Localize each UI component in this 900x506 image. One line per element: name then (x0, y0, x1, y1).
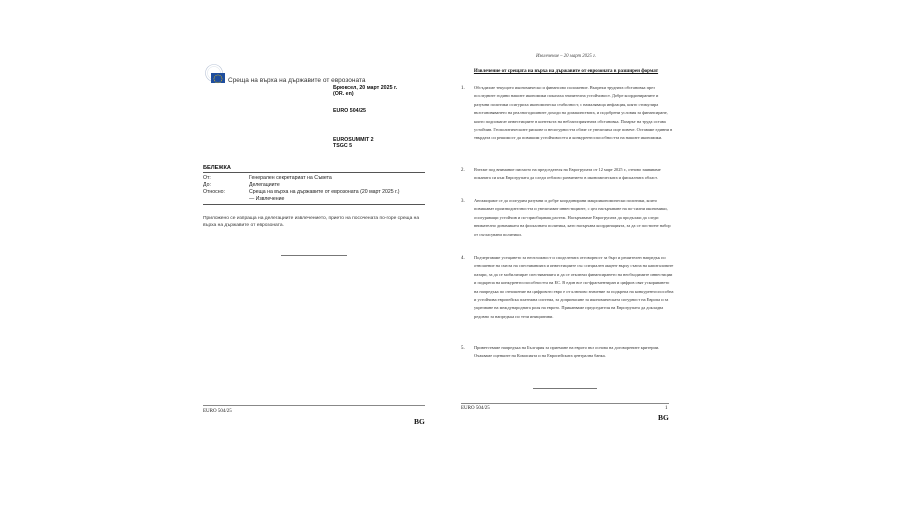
subject-value-cont: — Извлечение (249, 196, 285, 202)
eu-flag-logo (205, 64, 225, 84)
footer-rule-left (203, 405, 425, 406)
footer-code-right: EURO 504/25 (461, 406, 490, 411)
to-value: Делегациите (249, 182, 280, 188)
subject-label: Относно: (203, 189, 225, 195)
item-number: 5. (461, 346, 465, 351)
to-label: До: (203, 182, 211, 188)
footer-lang-right: BG (658, 413, 669, 422)
document-code-1: EUROSUMMIT 2 (333, 137, 374, 143)
from-label: От: (203, 175, 211, 181)
divider-bottom (203, 204, 425, 205)
language-codes: (OR. en) (333, 91, 354, 97)
intro-paragraph: Приложено се изпраща на делегациите извлечението, прието на посочената по-горе среща на върха на държавите от еврозоната. (203, 216, 420, 229)
end-rule-left (281, 255, 347, 256)
item-number: 3. (461, 199, 465, 204)
document-page-cover (190, 0, 440, 506)
item-number: 1. (461, 86, 465, 91)
statement-title: Извлечение от срещата на върха на държавите от еврозоната в разширен формат (473, 69, 659, 74)
item-text: Подчертаваме усещането за неотложност и споделената отговорност за бърз и решителен напредък по отношение на съюза на спестяванията и инвестициите със специален акцент върху съюза на капиталовите пазари, за да се мобилизират спестяванията и да се отключи финансирането на необходимите инвестиции и подкрепа на конкурентоспособността на ЕС. В един все по-фрагментиран и цифров свят ускоряването на напредъка по отношение на цифровото евро е от ключово значение за подкрепа на конкурентоспособна и устойчива европейска платежна система, за допринасяне за икономическата сигурност на Европа и за укрепване на международната роля на еврото. Приканваме председателя на Еврогрупата да докладва редовно за напредъка по тези инициативи. (474, 255, 674, 319)
organization-name: Среща на върха на държавите от еврозоната (228, 77, 366, 84)
item-number: 4. (461, 256, 465, 261)
item-text: Приветстваме напредъка на България за приемане на еврото въз основа на договорените критерии. Очакваме оценките на Комисията и на Европейската централна банка. (474, 345, 660, 359)
note-title: БЕЛЕЖКА (203, 165, 231, 171)
item-text: Обсъдихме текущото икономическо и финансово положение. Въпреки трудната обстановка през последните години нашите икономики показаха значителна устойчивост. Добре координираните и разумни политики осигуриха икономическа стабилност, с намаляваща инфлация, която стимулира възстановяването на реалногодишните доходи на домакинствата, и подобрени условия за финансиране, които подпомагат инвестициите в контекста на неблагоприятната обстановка. Пазарът на труда остава устойчив. Геополитическите рискове и несигурността обаче се увеличиха още повече. Оставаме единни в твърдата си решимост да повишим устойчивостта и конкурентоспособността на нашите икономики. (474, 85, 673, 141)
item-text: Взехме под внимание писмото на председателя на Еврогрупата от 12 март 2025 г., отново заявяваме поканата си към Еврогрупата да следи отблизо развитието в икономическата и фискалната област. (474, 167, 661, 181)
place-date: Брюксел, 20 март 2025 г. (333, 85, 398, 91)
document-code-2: TSGC 5 (333, 143, 353, 149)
footer-code-left: EURO 504/25 (203, 409, 232, 414)
divider-top (203, 172, 425, 173)
from-value: Генерален секретариат на Съвета (249, 175, 332, 181)
footer-rule-right (461, 403, 669, 404)
document-reference: EURO 504/25 (333, 108, 366, 114)
document-page-statement (450, 0, 680, 506)
page-number: 1 (665, 406, 668, 411)
end-rule-right (533, 388, 597, 389)
subject-value: Среща на върха на държавите от еврозоната (20 март 2025 г.) (249, 189, 400, 195)
item-number: 2. (461, 168, 465, 173)
item-text: Ангажираме се да осигурим разумни и добре координирани макроикономически политики, които повишават производителността и увеличават инвестициите, с цел насърчаване на по-силни икономики, осигуряващи устойчив и по-приобщаващ растеж. Насърчаваме Еврогрупата да продължи да следи внимателно динамиката на фискалната политика, като насърчава координацията, за да се постигне набор от съгласувани политики. (474, 198, 671, 237)
footer-lang-left: BG (414, 417, 425, 426)
running-header: Извлечение – 20 март 2025 г. (535, 54, 597, 59)
